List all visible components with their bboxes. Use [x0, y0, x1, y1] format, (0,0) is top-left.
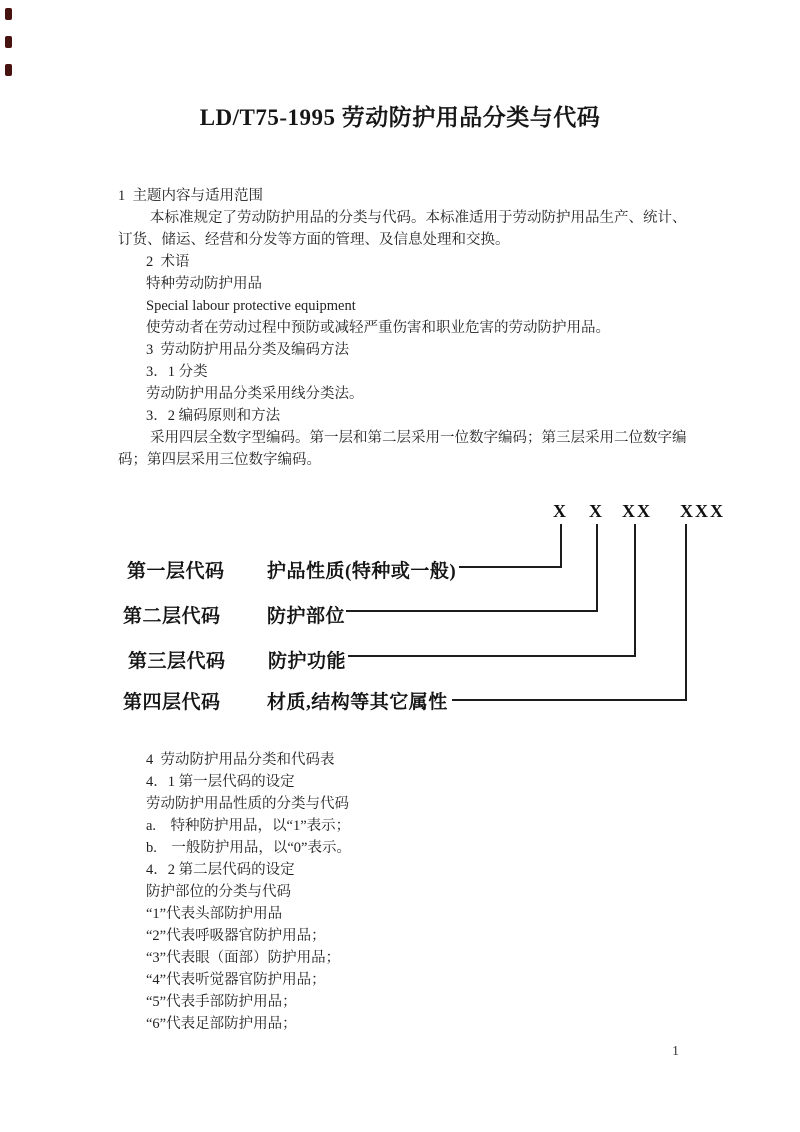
connector-vertical-line: [596, 524, 598, 612]
scan-mark: [5, 64, 12, 76]
text-line: “4”代表听觉器官防护用品；: [146, 972, 326, 988]
text-line: 3．2 编码原则和方法: [146, 408, 281, 424]
text-line: 码；第四层采用三位数字编码。: [118, 452, 321, 468]
layer-label: 第四层代码: [123, 692, 221, 713]
connector-horizontal-line: [348, 655, 636, 657]
text-line: 3．1 分类: [146, 364, 208, 380]
text-line: “5”代表手部防护用品；: [146, 994, 297, 1010]
text-line: 订货、储运、经营和分发等方面的管理、及信息处理和交换。: [118, 232, 510, 248]
text-line: 劳动防护用品性质的分类与代码: [146, 796, 349, 812]
text-line: 1 主题内容与适用范围: [118, 188, 263, 204]
text-line: 4 劳动防护用品分类和代码表: [146, 752, 335, 768]
text-line: a. 特种防护用品，以“1”表示；: [146, 818, 351, 834]
connector-horizontal-line: [452, 699, 687, 701]
connector-horizontal-line: [459, 566, 562, 568]
text-line: 4．2 第二层代码的设定: [146, 862, 295, 878]
scan-mark: [5, 36, 12, 48]
layer-label: 第一层代码: [127, 561, 225, 582]
page-title: LD/T75-1995 劳动防护用品分类与代码: [199, 105, 601, 130]
text-line: 4．1 第一层代码的设定: [146, 774, 295, 790]
text-line: b. 一般防护用品，以“0”表示。: [146, 840, 351, 856]
layer-description: 防护功能: [268, 651, 347, 672]
text-line: 3 劳动防护用品分类及编码方法: [146, 342, 349, 358]
text-line: 采用四层全数字型编码。第一层和第二层采用一位数字编码；第三层采用二位数字编: [150, 430, 687, 446]
text-line: 防护部位的分类与代码: [146, 884, 291, 900]
connector-vertical-line: [560, 524, 562, 568]
text-line: 本标准规定了劳动防护用品的分类与代码。本标准适用于劳动防护用品生产、统计、: [150, 210, 687, 226]
text-line: “1”代表头部防护用品: [146, 906, 283, 922]
scan-mark: [5, 8, 12, 20]
text-line: “2”代表呼吸器官防护用品；: [146, 928, 326, 944]
text-line: Special labour protective equipment: [146, 298, 356, 314]
layer-description: 材质,结构等其它属性: [267, 692, 448, 713]
text-line: 特种劳动防护用品: [146, 276, 262, 292]
layer-label: 第三层代码: [128, 651, 226, 672]
text-line: “6”代表足部防护用品；: [146, 1016, 297, 1032]
layer-label: 第二层代码: [123, 606, 221, 627]
layer-description: 护品性质(特种或一般): [267, 561, 457, 582]
connector-vertical-line: [685, 524, 687, 701]
text-line: 劳动防护用品分类采用线分类法。: [146, 386, 364, 402]
text-line: “3”代表眼（面部）防护用品；: [146, 950, 341, 966]
connector-horizontal-line: [346, 610, 598, 612]
code-digit-placeholder: XX: [622, 501, 652, 521]
code-digit-placeholder: X: [589, 501, 604, 521]
page-number: 1: [672, 1044, 679, 1059]
code-digit-placeholder: X: [553, 501, 568, 521]
code-digit-placeholder: XXX: [680, 501, 725, 521]
text-line: 使劳动者在劳动过程中预防或减轻严重伤害和职业危害的劳动防护用品。: [146, 320, 610, 336]
layer-description: 防护部位: [267, 606, 346, 627]
text-line: 2 术语: [146, 254, 190, 270]
connector-vertical-line: [634, 524, 636, 657]
